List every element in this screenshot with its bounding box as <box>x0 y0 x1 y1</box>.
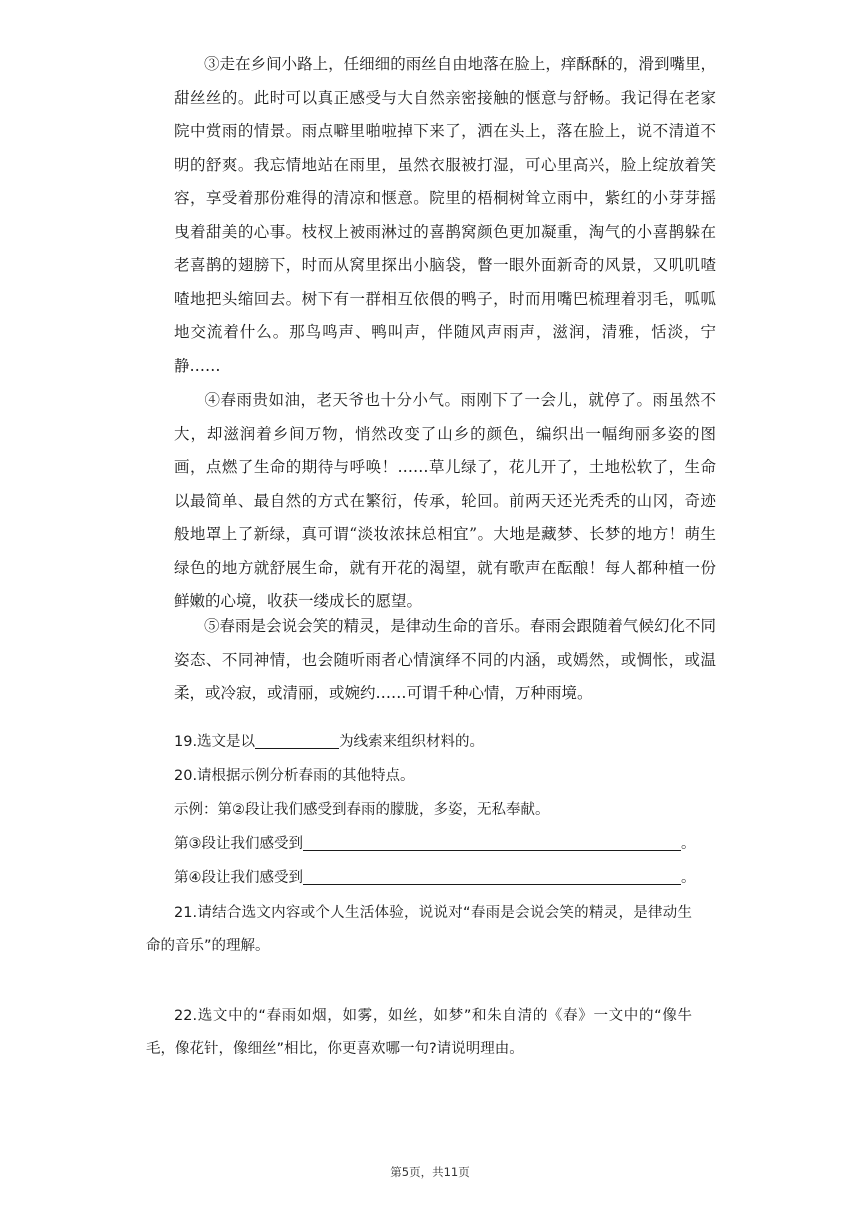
answer-blank-20-p3[interactable] <box>303 832 681 851</box>
page-number: 第5页，共11页 <box>390 1165 470 1179</box>
question-20-line-3 <box>174 828 696 861</box>
question-20-line-4 <box>174 862 696 895</box>
paragraph-4-text: ④春雨贵如油，老天爷也十分小气。雨刚下了一会儿，就停了。雨虽然不大，却滋润着乡间万物，悄然改变了山乡的颜色，编织出一幅绚丽多姿的图画，点燃了生命的期待与呼唤！……草儿绿了，花儿开了，土地松软了，生命以最简单、最自然的方式在繁衍，传承，轮回。前两天还光秃秃的山冈，奇迹般地罩上了新绿，真可谓“淡妆浓抹总相宜”。大地是藏梦、长梦的地方！萌生绿色的地方就舒展生命，就有开花的渴望，就有歌声在酝酿！每人都种植一份鲜嫩的心境，收获一缕成长的愿望。 <box>174 391 716 610</box>
question-20-line-4-period: 。 <box>681 870 696 886</box>
question-20-line-3-label: 第③段让我们感受到 <box>174 836 303 852</box>
answer-blank-19[interactable] <box>255 730 339 749</box>
paragraph-5 <box>174 610 716 711</box>
question-20-line-4-label: 第④段让我们感受到 <box>174 870 303 886</box>
answer-blank-20-p4[interactable] <box>303 866 681 885</box>
question-20: 20.请根据示例分析春雨的其他特点。 <box>174 768 415 784</box>
paragraph-3-text: ③走在乡间小路上，任细细的雨丝自由地落在脸上，痒酥酥的，滑到嘴里，甜丝丝的。此时可以真正感受与大自然亲密接触的惬意与舒畅。我记得在老家院中赏雨的情景。雨点噼里啪啦掉下来了，洒在头上，落在脸上，说不清道不明的舒爽。我忘情地站在雨里，虽然衣服被打湿，可心里高兴，脸上绽放着笑容，享受着那份难得的清凉和惬意。院里的梧桐树耸立雨中，紫红的小芽芽摇曳着甜美的心事。枝杈上被雨淋过的喜鹊窝颜色更加凝重，淘气的小喜鹊躲在老喜鹊的翅膀下，时而从窝里探出小脑袋，瞥一眼外面新奇的风景，又叽叽喳喳地把头缩回去。树下有一群相互依偎的鸭子，时而用嘴巴梳理着羽毛，呱呱地交流着什么。那鸟鸣声、鸭叫声，伴随风声雨声，滋润，清雅，恬淡，宁静…… <box>174 55 716 375</box>
question-20-line-3-period: 。 <box>681 836 696 852</box>
question-20-example: 示例：第②段让我们感受到春雨的朦胧，多姿，无私奉献。 <box>174 802 550 818</box>
question-21: 21.请结合选文内容或个人生活体验，说说对“春雨是会说会笑的精灵，是律动生命的音乐”的理解。 <box>146 905 692 954</box>
question-22: 22.选文中的“春雨如烟，如雾，如丝，如梦”和朱自清的《春》一文中的“像牛毛，像花针，像细丝”相比，你更喜欢哪一句?请说明理由。 <box>146 1008 692 1057</box>
paragraph-3 <box>174 48 716 383</box>
paragraph-4 <box>174 384 716 619</box>
question-19 <box>174 726 484 759</box>
question-19-text-before: 19.选文是以 <box>174 734 256 750</box>
paragraph-5-text: ⑤春雨是会说会笑的精灵，是律动生命的音乐。春雨会跟随着气候幻化不同姿态、不同神情，也会随听雨者心情演绎不同的内涵，或嫣然，或惆怅，或温柔，或冷寂，或清丽，或婉约……可谓千种心情，万种雨境。 <box>174 617 716 702</box>
question-19-text-after: 为线索来组织材料的。 <box>339 734 485 750</box>
